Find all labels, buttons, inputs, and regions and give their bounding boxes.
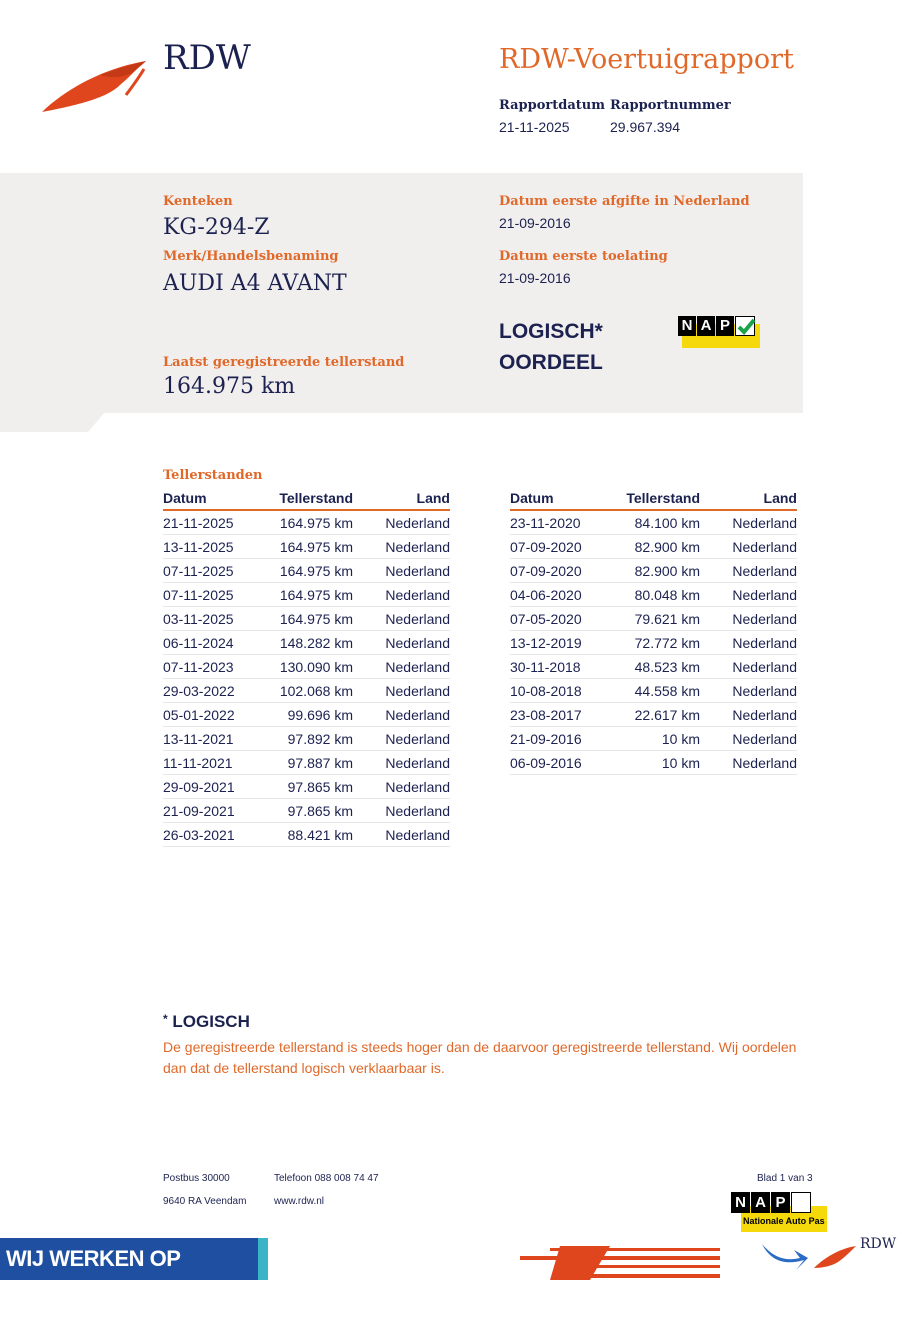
readings-table-left: [163, 489, 450, 847]
reading-date: 07-05-2020: [510, 607, 610, 631]
brand-value: AUDI A4 AVANT: [163, 271, 347, 296]
reading-country: Nederland: [700, 510, 797, 535]
reading-date: 21-09-2016: [510, 727, 610, 751]
reading-country: Nederland: [700, 583, 797, 607]
reading-value: 84.100 km: [610, 510, 700, 535]
table-row: [163, 727, 450, 751]
reading-date: 21-11-2025: [163, 510, 263, 535]
report-number: 29.967.394: [610, 119, 681, 135]
table-row: [163, 751, 450, 775]
reading-value: 82.900 km: [610, 535, 700, 559]
report-number-label: Rapportnummer: [610, 98, 731, 113]
reading-country: Nederland: [353, 655, 450, 679]
reading-date: 11-11-2021: [163, 751, 263, 775]
reading-date: 26-03-2021: [163, 823, 263, 847]
first-issue-value: 21-09-2016: [499, 215, 571, 231]
panel-tab-shape: [0, 412, 105, 434]
reading-value: 97.865 km: [263, 775, 353, 799]
table-row: [510, 559, 797, 583]
reading-date: 29-09-2021: [163, 775, 263, 799]
table-row: [510, 679, 797, 703]
nap-letter-p: P: [716, 316, 734, 336]
plate-label: Kenteken: [163, 194, 233, 209]
footer-phone: Telefoon 088 008 74 47: [274, 1173, 379, 1184]
table-row: [510, 535, 797, 559]
footer-nap-letter-a: A: [751, 1192, 770, 1213]
nap-letter-n: N: [678, 316, 696, 336]
table-row: [163, 679, 450, 703]
reading-date: 03-11-2025: [163, 607, 263, 631]
reading-value: 130.090 km: [263, 655, 353, 679]
reading-value: 164.975 km: [263, 510, 353, 535]
reading-country: Nederland: [700, 535, 797, 559]
table-row: [163, 703, 450, 727]
reading-value: 72.772 km: [610, 631, 700, 655]
legend-text: De geregistreerde tellerstand is steeds hoger dan de daarvoor geregistreerde tellerstand. Wij oordelen dan dat de tellerstand logisch verklaarbaar is.: [163, 1039, 797, 1076]
reading-date: 06-09-2016: [510, 751, 610, 775]
footer-nap-caption: Nationale Auto Pas: [743, 1216, 825, 1226]
reading-country: Nederland: [353, 799, 450, 823]
table-row: [163, 655, 450, 679]
odometer-label: Laatst geregistreerde tellerstand: [163, 355, 405, 370]
reading-value: 48.523 km: [610, 655, 700, 679]
footer-postbus: Postbus 30000: [163, 1173, 230, 1184]
table-row: [510, 751, 797, 775]
legend-title: LOGISCH: [172, 1012, 250, 1031]
footer-nap-letter-p: P: [771, 1192, 790, 1213]
reading-value: 99.696 km: [263, 703, 353, 727]
reading-value: 22.617 km: [610, 703, 700, 727]
decorative-stripes: [520, 1244, 725, 1280]
brand-label: Merk/Handelsbenaming: [163, 249, 339, 264]
table-row: [163, 775, 450, 799]
rdw-feather-logo: [40, 55, 150, 115]
reading-country: Nederland: [353, 751, 450, 775]
reading-date: 04-06-2020: [510, 583, 610, 607]
reading-value: 10 km: [610, 727, 700, 751]
reading-value: 164.975 km: [263, 583, 353, 607]
verdict-line1: LOGISCH*: [499, 320, 603, 343]
reading-date: 29-03-2022: [163, 679, 263, 703]
readings-title: Tellerstanden: [163, 468, 263, 483]
reading-country: Nederland: [353, 775, 450, 799]
reading-value: 148.282 km: [263, 631, 353, 655]
nap-check-icon: [735, 316, 755, 336]
footer-rdw-text: RDW: [860, 1236, 897, 1252]
reading-date: 21-09-2021: [163, 799, 263, 823]
reading-date: 05-01-2022: [163, 703, 263, 727]
reading-date: 23-11-2020: [510, 510, 610, 535]
table-row: [510, 607, 797, 631]
reading-date: 07-09-2020: [510, 535, 610, 559]
reading-country: Nederland: [700, 679, 797, 703]
table-row: [163, 535, 450, 559]
reading-date: 13-12-2019: [510, 631, 610, 655]
reading-country: Nederland: [353, 631, 450, 655]
reading-value: 88.421 km: [263, 823, 353, 847]
footer-page-number: Blad 1 van 3: [757, 1173, 813, 1184]
first-admission-value: 21-09-2016: [499, 270, 571, 286]
col-date: Datum: [163, 489, 263, 510]
footer-nap-letter-n: N: [731, 1192, 750, 1213]
reading-date: 06-11-2024: [163, 631, 263, 655]
vehicle-panel: [0, 173, 803, 413]
reading-country: Nederland: [700, 655, 797, 679]
reading-date: 23-08-2017: [510, 703, 610, 727]
table-row: [510, 631, 797, 655]
report-title: RDW-Voertuigrapport: [499, 44, 794, 75]
readings-table-right: [510, 489, 797, 775]
footer-rdw-feather: [812, 1244, 858, 1270]
table-row: [163, 559, 450, 583]
table-row: [163, 823, 450, 847]
first-admission-label: Datum eerste toelating: [499, 249, 668, 264]
reading-country: Nederland: [353, 583, 450, 607]
first-issue-label: Datum eerste afgifte in Nederland: [499, 194, 750, 209]
reading-country: Nederland: [700, 607, 797, 631]
table-row: [163, 799, 450, 823]
reading-country: Nederland: [353, 679, 450, 703]
reading-country: Nederland: [700, 631, 797, 655]
table-row: [163, 510, 450, 535]
reading-country: Nederland: [700, 751, 797, 775]
reading-date: 07-11-2023: [163, 655, 263, 679]
col-reading: Tellerstand: [263, 489, 353, 510]
odometer-value: 164.975 km: [163, 374, 296, 399]
table-row: [510, 703, 797, 727]
table-row: [510, 727, 797, 751]
reading-date: 10-08-2018: [510, 679, 610, 703]
table-row: [163, 631, 450, 655]
footer-postcode: 9640 RA Veendam: [163, 1196, 247, 1207]
reading-date: 30-11-2018: [510, 655, 610, 679]
reading-value: 164.975 km: [263, 535, 353, 559]
rdw-logo-text: RDW: [163, 38, 251, 78]
reading-value: 164.975 km: [263, 559, 353, 583]
reading-country: Nederland: [353, 607, 450, 631]
verdict-line2: OORDEEL: [499, 351, 603, 374]
reading-country: Nederland: [700, 559, 797, 583]
col-reading: Tellerstand: [610, 489, 700, 510]
reading-value: 44.558 km: [610, 679, 700, 703]
report-date-label: Rapportdatum: [499, 98, 605, 113]
legend-heading: [163, 1012, 250, 1032]
col-country: Land: [353, 489, 450, 510]
appointment-banner: WIJ WERKEN OP AFSPRAAK: [0, 1238, 258, 1280]
reading-country: Nederland: [353, 823, 450, 847]
reading-country: Nederland: [353, 727, 450, 751]
nap-badge: [678, 316, 760, 348]
reading-value: 97.865 km: [263, 799, 353, 823]
plate-value: KG-294-Z: [163, 215, 270, 240]
reading-date: 13-11-2021: [163, 727, 263, 751]
col-country: Land: [700, 489, 797, 510]
reading-country: Nederland: [353, 703, 450, 727]
footer-nap-box: [791, 1192, 811, 1213]
reading-country: Nederland: [353, 535, 450, 559]
table-row: [163, 607, 450, 631]
reading-country: Nederland: [700, 727, 797, 751]
reading-country: Nederland: [353, 559, 450, 583]
reading-value: 97.892 km: [263, 727, 353, 751]
table-row: [510, 583, 797, 607]
reading-country: Nederland: [353, 510, 450, 535]
reading-value: 79.621 km: [610, 607, 700, 631]
footer-web-link[interactable]: www.rdw.nl: [274, 1196, 325, 1207]
reading-country: Nederland: [700, 703, 797, 727]
reading-value: 80.048 km: [610, 583, 700, 607]
nap-letter-a: A: [697, 316, 715, 336]
reading-value: 164.975 km: [263, 607, 353, 631]
reading-value: 10 km: [610, 751, 700, 775]
reading-date: 07-11-2025: [163, 583, 263, 607]
table-row: [163, 583, 450, 607]
report-date: 21-11-2025: [499, 119, 570, 135]
footer-nap-logo: [731, 1192, 827, 1232]
arrow-icon: [760, 1240, 810, 1272]
reading-date: 07-11-2025: [163, 559, 263, 583]
reading-date: 13-11-2025: [163, 535, 263, 559]
legend-star: *: [163, 1012, 168, 1026]
col-date: Datum: [510, 489, 610, 510]
reading-value: 97.887 km: [263, 751, 353, 775]
reading-value: 102.068 km: [263, 679, 353, 703]
table-row: [510, 510, 797, 535]
table-row: [510, 655, 797, 679]
reading-date: 07-09-2020: [510, 559, 610, 583]
reading-value: 82.900 km: [610, 559, 700, 583]
